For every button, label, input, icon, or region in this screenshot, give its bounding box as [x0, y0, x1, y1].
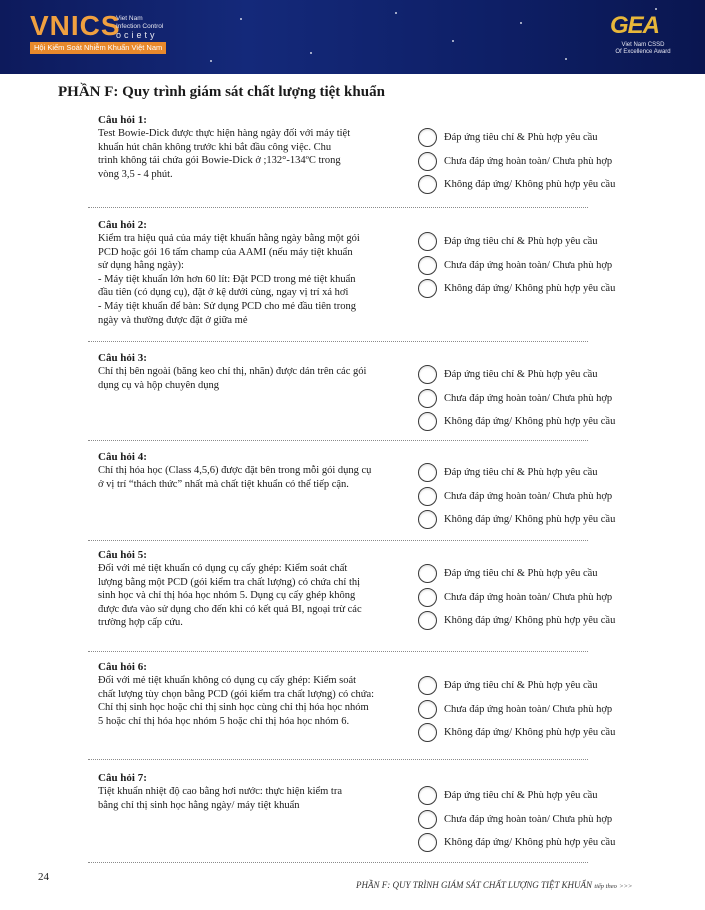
option-not-meet[interactable] [418, 508, 648, 532]
question-label: Câu hỏi 5: [98, 549, 147, 561]
radio-button[interactable] [418, 487, 437, 506]
gea-logo-brand: GEA [610, 12, 660, 39]
option-partial[interactable] [418, 387, 648, 411]
option-meets[interactable] [418, 562, 648, 586]
option-meets[interactable] [418, 674, 648, 698]
option-label: Chưa đáp ứng hoàn toàn/ Chưa phù hợp [444, 259, 613, 271]
question-text: Chỉ thị bên ngoài (băng keo chỉ thị, nhãn) được dán trên các gói dụng cụ và hộp chuyên dụng [98, 366, 367, 391]
radio-button[interactable] [418, 279, 437, 298]
option-partial[interactable] [418, 254, 648, 278]
radio-button[interactable] [418, 810, 437, 829]
gea-logo [598, 14, 688, 62]
gea-logo-line2: Of Excellence Award [615, 49, 671, 55]
option-label: Không đáp ứng/ Không phù hợp yêu cầu [444, 283, 616, 295]
question-6 [98, 661, 616, 751]
question-3 [98, 352, 616, 432]
radio-button[interactable] [418, 611, 437, 630]
option-label: Đáp ứng tiêu chí & Phù hợp yêu cầu [444, 790, 598, 802]
option-label: Không đáp ứng/ Không phù hợp yêu cầu [444, 179, 616, 191]
option-label: Không đáp ứng/ Không phù hợp yêu cầu [444, 514, 616, 526]
option-label: Đáp ứng tiêu chí & Phù hợp yêu cầu [444, 369, 598, 381]
header-banner [0, 0, 705, 74]
radio-button[interactable] [418, 256, 437, 275]
option-label: Đáp ứng tiêu chí & Phù hợp yêu cầu [444, 467, 598, 479]
option-partial[interactable] [418, 808, 648, 832]
option-label: Chưa đáp ứng hoàn toàn/ Chưa phù hợp [444, 490, 613, 502]
option-partial[interactable] [418, 698, 648, 722]
question-text: Tiệt khuẩn nhiệt độ cao bằng hơi nước: thực hiện kiểm tra bằng chỉ thị sinh học hằng ngày/ máy tiệt khuẩn [98, 786, 343, 811]
option-meets[interactable] [418, 784, 648, 808]
question-divider [88, 862, 588, 863]
question-divider [88, 341, 588, 342]
footer-continued: tiếp theo [594, 883, 617, 890]
answer-options [418, 230, 648, 301]
option-label: Đáp ứng tiêu chí & Phù hợp yêu cầu [444, 680, 598, 692]
option-label: Đáp ứng tiêu chí & Phù hợp yêu cầu [444, 236, 598, 248]
option-label: Chưa đáp ứng hoàn toàn/ Chưa phù hợp [444, 591, 613, 603]
option-label: Không đáp ứng/ Không phù hợp yêu cầu [444, 416, 616, 428]
radio-button[interactable] [418, 463, 437, 482]
answer-options [418, 126, 648, 197]
question-2 [98, 219, 616, 341]
vnics-logo-tagline: Hội Kiểm Soát Nhiễm Khuẩn Việt Nam [30, 42, 166, 54]
section-title: PHẦN F: Quy trình giám sát chất lượng tiệt khuẩn [58, 84, 385, 100]
answer-options [418, 784, 648, 855]
vnics-logo-brand: VNICS [30, 10, 121, 41]
footer-section-label [356, 880, 632, 890]
question-label: Câu hỏi 4: [98, 451, 147, 463]
question-divider [88, 540, 588, 541]
option-meets[interactable] [418, 126, 648, 150]
option-label: Đáp ứng tiêu chí & Phù hợp yêu cầu [444, 568, 598, 580]
option-label: Chưa đáp ứng hoàn toàn/ Chưa phù hợp [444, 703, 613, 715]
radio-button[interactable] [418, 175, 437, 194]
option-label: Không đáp ứng/ Không phù hợp yêu cầu [444, 837, 616, 849]
question-text: Đối với mẻ tiệt khuẩn không có dụng cụ cấy ghép: Kiểm soát chất lượng tùy chọn bằng PCD (gói kiểm tra chất lượng) có chứa: Chỉ thị sinh học hoặc chỉ thị sinh học cùng chỉ thị hóa học nhóm 5 hoặc chỉ thị hóa học nhóm 5 hoặc chỉ thị hóa học nhóm 6. [98, 675, 375, 727]
answer-options [418, 363, 648, 434]
answer-options [418, 461, 648, 532]
question-label: Câu hỏi 3: [98, 352, 147, 364]
option-not-meet[interactable] [418, 609, 648, 633]
question-text: Chỉ thị hóa học (Class 4,5,6) được đặt bên trong mỗi gói dụng cụ ở vị trí “thách thức” nhất mà chất tiệt khuẩn có thể tiếp cận. [98, 465, 372, 490]
question-divider [88, 440, 588, 441]
page-number: 24 [38, 871, 49, 883]
radio-button[interactable] [418, 389, 437, 408]
footer-arrows: >>> [619, 883, 633, 890]
option-partial[interactable] [418, 586, 648, 610]
question-label: Câu hỏi 2: [98, 219, 147, 231]
question-divider [88, 651, 588, 652]
radio-button[interactable] [418, 128, 437, 147]
radio-button[interactable] [418, 365, 437, 384]
option-label: Chưa đáp ứng hoàn toàn/ Chưa phù hợp [444, 392, 613, 404]
option-label: Không đáp ứng/ Không phù hợp yêu cầu [444, 615, 616, 627]
option-label: Chưa đáp ứng hoàn toàn/ Chưa phù hợp [444, 813, 613, 825]
vnics-logo-line3: ociety [116, 30, 158, 40]
question-divider [88, 759, 588, 760]
option-not-meet[interactable] [418, 410, 648, 434]
option-not-meet[interactable] [418, 173, 648, 197]
option-partial[interactable] [418, 485, 648, 509]
question-label: Câu hỏi 7: [98, 772, 147, 784]
question-5 [98, 549, 616, 645]
option-label: Đáp ứng tiêu chí & Phù hợp yêu cầu [444, 132, 598, 144]
radio-button[interactable] [418, 152, 437, 171]
vnics-logo-subtitle [116, 15, 186, 40]
gea-logo-line1: Viet Nam CSSD [621, 42, 665, 48]
radio-button[interactable] [418, 700, 437, 719]
option-label: Không đáp ứng/ Không phù hợp yêu cầu [444, 727, 616, 739]
question-divider [88, 207, 588, 208]
question-text: Test Bowie-Dick được thực hiện hàng ngày đối với máy tiệt khuẩn hút chân không trước khi bắt đầu công việc. Chu trình không tải chứa gói Bowie-Dick ở ;132°-134ºC trong vòng 3,5 - 4 phút. [98, 128, 351, 180]
vnics-logo-line1: Viet Nam [116, 15, 143, 22]
radio-button[interactable] [418, 588, 437, 607]
option-meets[interactable] [418, 230, 648, 254]
radio-button[interactable] [418, 723, 437, 742]
radio-button[interactable] [418, 833, 437, 852]
vnics-logo-line2: Infection Control [116, 22, 164, 30]
question-7 [98, 772, 616, 858]
option-not-meet[interactable] [418, 277, 648, 301]
radio-button[interactable] [418, 786, 437, 805]
radio-button[interactable] [418, 412, 437, 431]
option-not-meet[interactable] [418, 721, 648, 745]
radio-button[interactable] [418, 510, 437, 529]
radio-button[interactable] [418, 232, 437, 251]
question-text: Kiểm tra hiệu quả của máy tiệt khuẩn hằng ngày bằng một gói PCD hoặc gói 16 tấm champ của AAMI (nếu máy tiệt khuẩn sử dụng hằng ngày): - Máy tiệt khuẩn lớn hơn 60 lít: Đặt PCD trong mẻ tiệt khuẩn đầu tiên (có dụng cụ), đặt ở kệ dưới cùng, ngay vị trí xả hơi - Máy tiệt khuẩn để bàn: Sử dụng PCD cho mẻ đầu tiên trong ngày và thường được đặt ở giữa mẻ [98, 233, 360, 326]
question-1 [98, 114, 616, 204]
option-partial[interactable] [418, 150, 648, 174]
footer-section-title: PHẦN F: QUY TRÌNH GIÁM SÁT CHẤT LƯỢNG TIỆT KHUẨN [356, 880, 593, 890]
option-meets[interactable] [418, 461, 648, 485]
option-label: Chưa đáp ứng hoàn toàn/ Chưa phù hợp [444, 155, 613, 167]
gea-logo-subtitle [598, 42, 688, 56]
answer-options [418, 674, 648, 745]
question-label: Câu hỏi 1: [98, 114, 147, 126]
question-label: Câu hỏi 6: [98, 661, 147, 673]
option-meets[interactable] [418, 363, 648, 387]
question-text: Đối với mẻ tiệt khuẩn có dụng cụ cấy ghép: Kiểm soát chất lượng bằng một PCD (gói kiểm tra chất lượng) có chứa chỉ thị sinh học và chỉ thị hóa học nhóm 5. Dụng cụ cấy ghép không được đưa vào sử dụng cho đến khi có kết quả BI, ngoại trừ các trường hợp cấp cứu. [98, 563, 362, 629]
radio-button[interactable] [418, 676, 437, 695]
question-4 [98, 451, 616, 533]
radio-button[interactable] [418, 564, 437, 583]
answer-options [418, 562, 648, 633]
option-not-meet[interactable] [418, 831, 648, 855]
vnics-logo [30, 12, 180, 56]
